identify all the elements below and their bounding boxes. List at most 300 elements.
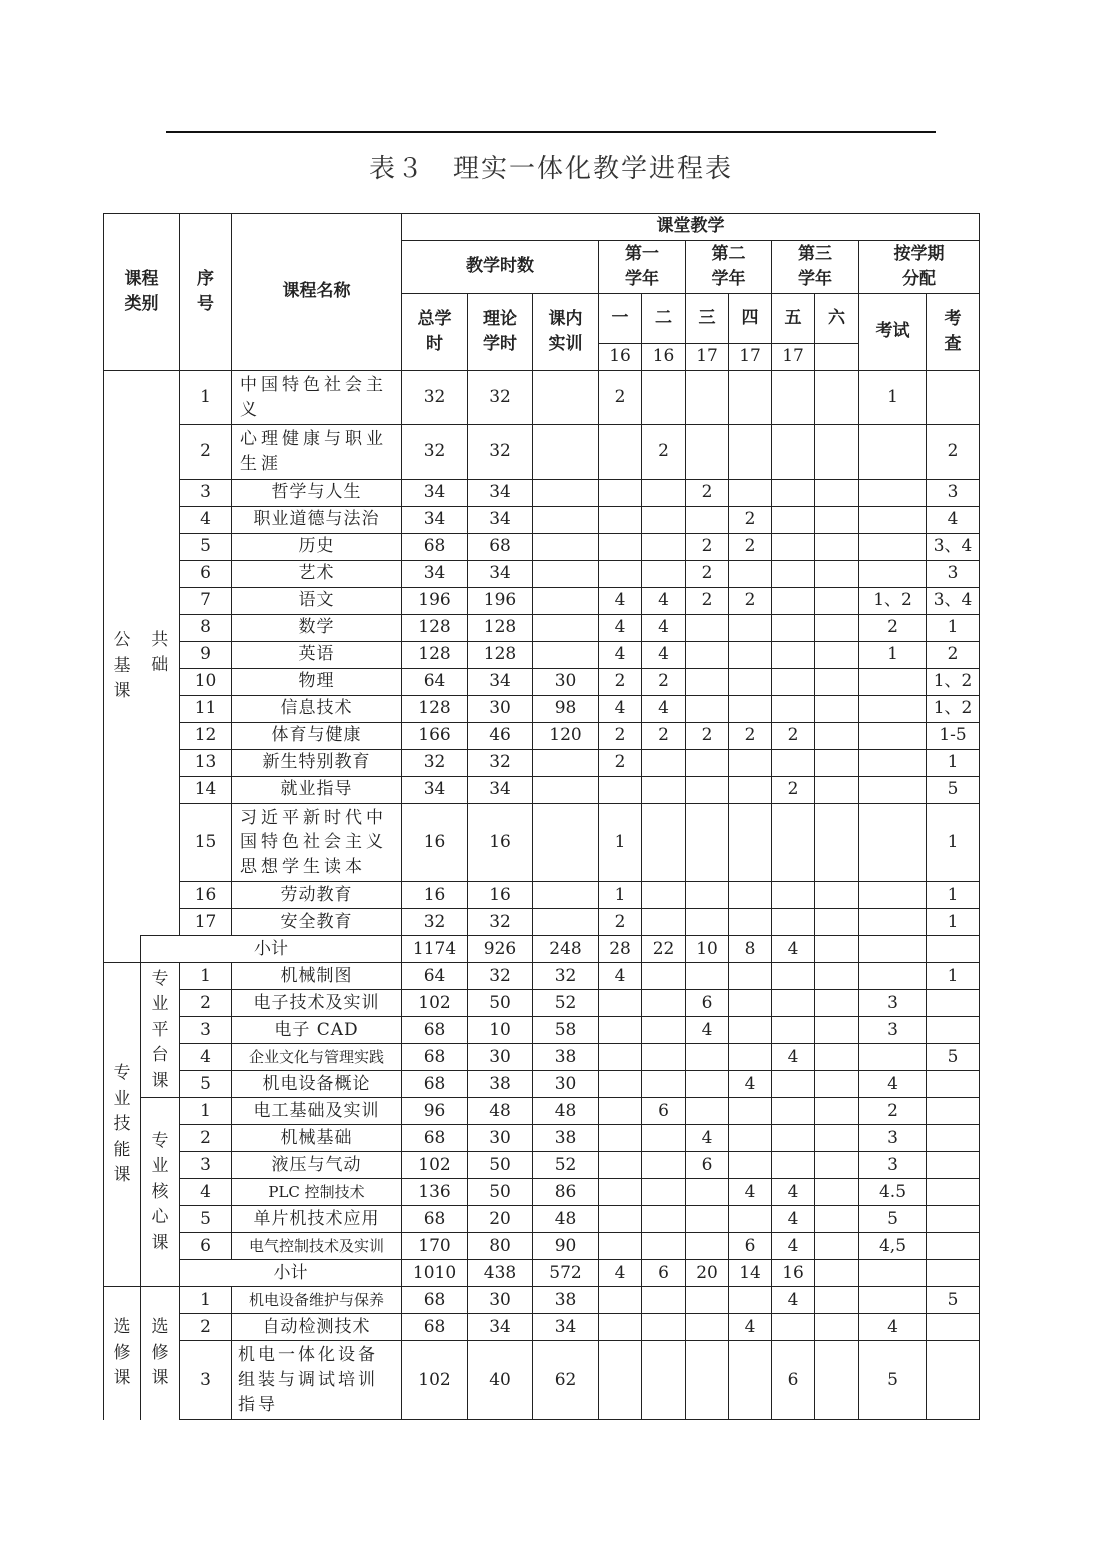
header-sem-6: 六 <box>815 294 859 344</box>
cell-exam <box>859 695 927 722</box>
cell-sem-3 <box>686 668 729 695</box>
table-row <box>104 587 980 614</box>
cell-seq: 9 <box>180 641 232 668</box>
table-row <box>104 776 980 803</box>
cell-seq: 1 <box>180 963 232 990</box>
cell-sem-1 <box>599 425 642 479</box>
cell-sem-6 <box>815 909 859 936</box>
cell-sem-4 <box>729 1125 772 1152</box>
cell-check <box>927 1071 980 1098</box>
cell-exam <box>859 1260 927 1287</box>
table-row <box>104 882 980 909</box>
cell-theory: 40 <box>468 1341 533 1420</box>
table-body <box>104 371 980 1420</box>
cell-sem-2 <box>642 1287 686 1314</box>
header-weeks-6 <box>815 344 859 371</box>
cell-sem-4 <box>729 749 772 776</box>
cell-total: 68 <box>402 1044 468 1071</box>
cell-check <box>927 1260 980 1287</box>
cell-course-name: 电气控制技术及实训 <box>232 1233 402 1260</box>
cell-sem-6 <box>815 1260 859 1287</box>
cell-sem-3: 2 <box>686 722 729 749</box>
header-term-alloc: 按学期分配 <box>859 241 980 294</box>
cell-check: 1 <box>927 909 980 936</box>
cell-course-name: 物理 <box>232 668 402 695</box>
cell-seq: 5 <box>180 1206 232 1233</box>
cell-sem-1 <box>599 1179 642 1206</box>
cell-sem-2 <box>642 1314 686 1341</box>
cell-sem-1: 2 <box>599 371 642 425</box>
cell-sem-5 <box>772 1314 815 1341</box>
teaching-schedule-table <box>103 213 980 1420</box>
cell-exam <box>859 1044 927 1071</box>
cell-check <box>927 1341 980 1420</box>
cell-practice <box>533 560 599 587</box>
cell-sem-4: 4 <box>729 1071 772 1098</box>
cell-check: 1 <box>927 803 980 882</box>
cell-sem-2 <box>642 1179 686 1206</box>
header-sem-4: 四 <box>729 294 772 344</box>
cell-seq: 4 <box>180 506 232 533</box>
cell-practice: 90 <box>533 1233 599 1260</box>
header-year2: 第二学年 <box>686 241 772 294</box>
cell-course-name: 机电设备概论 <box>232 1071 402 1098</box>
cell-sem-2 <box>642 1017 686 1044</box>
cell-practice <box>533 425 599 479</box>
cell-sem-2 <box>642 560 686 587</box>
cell-course-name: 体育与健康 <box>232 722 402 749</box>
cell-sem-5: 4 <box>772 936 815 963</box>
cell-practice <box>533 614 599 641</box>
cell-total: 32 <box>402 909 468 936</box>
cell-course-name: 信息技术 <box>232 695 402 722</box>
table-row <box>104 909 980 936</box>
cell-sem-1 <box>599 1071 642 1098</box>
cell-check <box>927 1179 980 1206</box>
cell-sem-1 <box>599 479 642 506</box>
cell-theory: 10 <box>468 1017 533 1044</box>
table-row <box>104 1044 980 1071</box>
cell-total: 102 <box>402 1341 468 1420</box>
cell-exam: 2 <box>859 1098 927 1125</box>
table-row <box>104 1233 980 1260</box>
header-weeks-3: 17 <box>686 344 729 371</box>
cell-sem-6 <box>815 587 859 614</box>
table-row <box>104 1341 980 1420</box>
cell-course-name: 机械制图 <box>232 963 402 990</box>
cell-theory: 926 <box>468 936 533 963</box>
cell-total: 34 <box>402 560 468 587</box>
cell-seq: 1 <box>180 1287 232 1314</box>
cell-sem-4 <box>729 990 772 1017</box>
table-row <box>104 371 980 425</box>
category-elective-a <box>104 1287 141 1420</box>
cell-exam: 4,5 <box>859 1233 927 1260</box>
cell-practice <box>533 506 599 533</box>
cell-total: 68 <box>402 1314 468 1341</box>
cell-practice: 58 <box>533 1017 599 1044</box>
cell-practice <box>533 803 599 882</box>
table-row <box>104 668 980 695</box>
cell-practice: 38 <box>533 1287 599 1314</box>
cell-sem-1 <box>599 1098 642 1125</box>
cell-total: 32 <box>402 749 468 776</box>
cell-sem-4 <box>729 425 772 479</box>
cell-sem-5: 2 <box>772 776 815 803</box>
cell-check: 2 <box>927 641 980 668</box>
cell-course-name: 英语 <box>232 641 402 668</box>
cell-sem-6 <box>815 506 859 533</box>
cell-seq: 8 <box>180 614 232 641</box>
cell-exam <box>859 506 927 533</box>
cell-sem-6 <box>815 963 859 990</box>
cell-sem-1: 1 <box>599 803 642 882</box>
cell-sem-4 <box>729 479 772 506</box>
cell-exam: 3 <box>859 1125 927 1152</box>
vertical-label: 专业平台课 <box>151 968 169 1091</box>
category-professional <box>104 963 141 1287</box>
cell-exam <box>859 668 927 695</box>
cell-exam: 5 <box>859 1341 927 1420</box>
cell-check: 3、4 <box>927 587 980 614</box>
cell-practice: 248 <box>533 936 599 963</box>
cell-sem-5: 4 <box>772 1287 815 1314</box>
cell-total: 102 <box>402 990 468 1017</box>
cell-sem-2 <box>642 1071 686 1098</box>
cell-theory: 34 <box>468 668 533 695</box>
cell-sem-5 <box>772 1125 815 1152</box>
cell-total: 196 <box>402 587 468 614</box>
cell-sem-4 <box>729 668 772 695</box>
cell-sem-5 <box>772 803 815 882</box>
vertical-label: 公基课 <box>113 630 131 702</box>
header-course-name: 课程名称 <box>232 214 402 371</box>
cell-theory: 34 <box>468 479 533 506</box>
cell-sem-5 <box>772 909 815 936</box>
cell-total: 170 <box>402 1233 468 1260</box>
cell-sem-1: 4 <box>599 963 642 990</box>
header-hours: 教学时数 <box>402 241 599 294</box>
cell-exam <box>859 963 927 990</box>
cell-sem-2 <box>642 533 686 560</box>
cell-sem-3 <box>686 506 729 533</box>
cell-sem-6 <box>815 776 859 803</box>
cell-sem-2: 6 <box>642 1260 686 1287</box>
cell-seq: 2 <box>180 425 232 479</box>
cell-practice <box>533 882 599 909</box>
cell-theory: 16 <box>468 882 533 909</box>
cell-sem-3 <box>686 749 729 776</box>
table-row <box>104 1179 980 1206</box>
cell-sem-2: 4 <box>642 641 686 668</box>
cell-sem-1 <box>599 776 642 803</box>
cell-exam: 1 <box>859 641 927 668</box>
cell-seq: 2 <box>180 1125 232 1152</box>
category-platform <box>141 963 180 1098</box>
cell-check <box>927 1206 980 1233</box>
cell-sem-3: 2 <box>686 587 729 614</box>
cell-exam: 4.5 <box>859 1179 927 1206</box>
cell-exam: 3 <box>859 1017 927 1044</box>
cell-total: 1174 <box>402 936 468 963</box>
cell-exam <box>859 803 927 882</box>
cell-total: 128 <box>402 695 468 722</box>
cell-sem-1: 28 <box>599 936 642 963</box>
vertical-label: 专业核心课 <box>151 1130 169 1253</box>
cell-sem-1 <box>599 1314 642 1341</box>
cell-sem-3 <box>686 1071 729 1098</box>
cell-theory: 128 <box>468 614 533 641</box>
cell-seq: 14 <box>180 776 232 803</box>
cell-sem-6 <box>815 749 859 776</box>
cell-seq: 10 <box>180 668 232 695</box>
cell-sem-1: 4 <box>599 695 642 722</box>
cell-sem-1: 1 <box>599 882 642 909</box>
cell-check <box>927 1125 980 1152</box>
cell-exam <box>859 479 927 506</box>
cell-sem-1 <box>599 1017 642 1044</box>
cell-theory: 32 <box>468 425 533 479</box>
table-row <box>104 506 980 533</box>
cell-sem-4 <box>729 641 772 668</box>
cell-course-name: 液压与气动 <box>232 1152 402 1179</box>
cell-sem-5 <box>772 641 815 668</box>
header-course-category: 课程类别 <box>104 214 180 371</box>
cell-total: 68 <box>402 1287 468 1314</box>
table-row <box>104 1071 980 1098</box>
cell-course-name: 劳动教育 <box>232 882 402 909</box>
table-row <box>104 803 980 882</box>
cell-sem-2: 2 <box>642 668 686 695</box>
cell-check <box>927 371 980 425</box>
cell-sem-3 <box>686 641 729 668</box>
cell-sem-1 <box>599 1125 642 1152</box>
cell-sem-5: 16 <box>772 1260 815 1287</box>
cell-sem-5: 4 <box>772 1206 815 1233</box>
cell-practice <box>533 909 599 936</box>
cell-course-name: 历史 <box>232 533 402 560</box>
cell-seq: 3 <box>180 1152 232 1179</box>
cell-course-name: 语文 <box>232 587 402 614</box>
cell-exam <box>859 776 927 803</box>
cell-exam: 5 <box>859 1206 927 1233</box>
cell-sem-3: 10 <box>686 936 729 963</box>
cell-theory: 16 <box>468 803 533 882</box>
header-year1: 第一学年 <box>599 241 686 294</box>
cell-seq: 3 <box>180 1017 232 1044</box>
cell-sem-1 <box>599 533 642 560</box>
table-row <box>104 1287 980 1314</box>
cell-sem-4 <box>729 1152 772 1179</box>
cell-check: 3、4 <box>927 533 980 560</box>
subtotal-row <box>104 1260 980 1287</box>
table-row <box>104 749 980 776</box>
cell-sem-6 <box>815 1314 859 1341</box>
header-exam: 考试 <box>859 294 927 371</box>
header-practice: 课内实训 <box>533 294 599 371</box>
cell-course-name: 中国特色社会主义 <box>232 371 402 425</box>
vertical-label: 专业技能课 <box>113 1063 131 1186</box>
cell-check: 5 <box>927 776 980 803</box>
cell-sem-4 <box>729 803 772 882</box>
cell-sem-2 <box>642 1206 686 1233</box>
cell-exam <box>859 882 927 909</box>
cell-theory: 34 <box>468 1314 533 1341</box>
table-row <box>104 1206 980 1233</box>
cell-sem-3: 2 <box>686 560 729 587</box>
category-elective-b <box>141 1287 180 1420</box>
cell-total: 128 <box>402 641 468 668</box>
cell-total: 96 <box>402 1098 468 1125</box>
cell-sem-5 <box>772 1098 815 1125</box>
cell-sem-5: 6 <box>772 1341 815 1420</box>
cell-total: 16 <box>402 882 468 909</box>
cell-course-name: 机电一体化设备组装与调试培训指导 <box>232 1341 402 1420</box>
table-row <box>104 614 980 641</box>
vertical-label: 选修课 <box>113 1317 131 1389</box>
cell-sem-2 <box>642 882 686 909</box>
header-classroom: 课堂教学 <box>402 214 980 241</box>
cell-sem-1 <box>599 1233 642 1260</box>
cell-sem-6 <box>815 695 859 722</box>
cell-sem-3 <box>686 1206 729 1233</box>
header-sem-3: 三 <box>686 294 729 344</box>
cell-sem-6 <box>815 1071 859 1098</box>
cell-practice: 48 <box>533 1206 599 1233</box>
cell-course-name: 职业道德与法治 <box>232 506 402 533</box>
cell-practice <box>533 641 599 668</box>
cell-total: 166 <box>402 722 468 749</box>
cell-course-name: 数学 <box>232 614 402 641</box>
cell-sem-3 <box>686 882 729 909</box>
cell-sem-6 <box>815 936 859 963</box>
cell-sem-2 <box>642 371 686 425</box>
cell-theory: 30 <box>468 695 533 722</box>
cell-exam: 1、2 <box>859 587 927 614</box>
cell-sem-3: 4 <box>686 1125 729 1152</box>
cell-seq: 3 <box>180 1341 232 1420</box>
cell-sem-6 <box>815 722 859 749</box>
cell-sem-4: 4 <box>729 1179 772 1206</box>
cell-sem-3 <box>686 909 729 936</box>
cell-seq: 1 <box>180 371 232 425</box>
cell-sem-1: 2 <box>599 909 642 936</box>
cell-sem-4 <box>729 1206 772 1233</box>
cell-sem-5 <box>772 587 815 614</box>
cell-check <box>927 1098 980 1125</box>
cell-sem-4: 8 <box>729 936 772 963</box>
table-row <box>104 1125 980 1152</box>
cell-seq: 3 <box>180 479 232 506</box>
table-row <box>104 641 980 668</box>
table-row <box>104 1152 980 1179</box>
cell-sem-1 <box>599 560 642 587</box>
cell-sem-5 <box>772 1071 815 1098</box>
cell-course-name: 企业文化与管理实践 <box>232 1044 402 1071</box>
cell-practice <box>533 479 599 506</box>
cell-sem-2: 22 <box>642 936 686 963</box>
cell-check: 1 <box>927 749 980 776</box>
cell-seq: 5 <box>180 1071 232 1098</box>
header-sem-1: 一 <box>599 294 642 344</box>
cell-practice: 34 <box>533 1314 599 1341</box>
cell-sem-6 <box>815 371 859 425</box>
cell-sem-4 <box>729 1017 772 1044</box>
cell-practice: 86 <box>533 1179 599 1206</box>
cell-sem-2: 4 <box>642 695 686 722</box>
cell-sem-4: 2 <box>729 533 772 560</box>
cell-sem-5 <box>772 533 815 560</box>
cell-sem-6 <box>815 614 859 641</box>
cell-course-name: 电工基础及实训 <box>232 1098 402 1125</box>
cell-total: 102 <box>402 1152 468 1179</box>
cell-sem-3 <box>686 1098 729 1125</box>
cell-exam: 1 <box>859 371 927 425</box>
cell-check: 1-5 <box>927 722 980 749</box>
cell-seq: 2 <box>180 990 232 1017</box>
cell-sem-4 <box>729 882 772 909</box>
cell-sem-3: 4 <box>686 1017 729 1044</box>
cell-sem-2: 4 <box>642 587 686 614</box>
cell-sem-4 <box>729 371 772 425</box>
cell-sem-2 <box>642 749 686 776</box>
cell-sem-5 <box>772 560 815 587</box>
cell-sem-4: 4 <box>729 1314 772 1341</box>
cell-sem-3 <box>686 425 729 479</box>
cell-sem-6 <box>815 1179 859 1206</box>
table-row <box>104 479 980 506</box>
cell-check <box>927 1314 980 1341</box>
cell-total: 68 <box>402 1071 468 1098</box>
cell-exam <box>859 533 927 560</box>
cell-sem-6 <box>815 882 859 909</box>
cell-sem-4 <box>729 560 772 587</box>
cell-theory: 32 <box>468 963 533 990</box>
cell-sem-5: 4 <box>772 1044 815 1071</box>
header-theory: 理论学时 <box>468 294 533 371</box>
cell-course-name: 电子 CAD <box>232 1017 402 1044</box>
cell-exam: 3 <box>859 990 927 1017</box>
cell-check: 5 <box>927 1287 980 1314</box>
cell-theory: 196 <box>468 587 533 614</box>
cell-sem-1 <box>599 1044 642 1071</box>
cell-sem-4: 2 <box>729 722 772 749</box>
header-sem-2: 二 <box>642 294 686 344</box>
cell-sem-5 <box>772 614 815 641</box>
cell-sem-2 <box>642 909 686 936</box>
cell-practice <box>533 533 599 560</box>
cell-sem-1: 4 <box>599 587 642 614</box>
cell-seq: 6 <box>180 1233 232 1260</box>
cell-sem-6 <box>815 641 859 668</box>
cell-sem-5 <box>772 990 815 1017</box>
cell-theory: 46 <box>468 722 533 749</box>
cell-sem-3 <box>686 803 729 882</box>
cell-seq: 1 <box>180 1098 232 1125</box>
cell-sem-1: 4 <box>599 1260 642 1287</box>
cell-sem-5 <box>772 749 815 776</box>
cell-sem-2 <box>642 803 686 882</box>
subtotal-row <box>104 936 980 963</box>
cell-theory: 34 <box>468 506 533 533</box>
cell-seq: 16 <box>180 882 232 909</box>
cell-sem-4 <box>729 963 772 990</box>
header-weeks-5: 17 <box>772 344 815 371</box>
cell-total: 34 <box>402 776 468 803</box>
cell-sem-3 <box>686 1287 729 1314</box>
cell-sem-3 <box>686 1314 729 1341</box>
cell-total: 136 <box>402 1179 468 1206</box>
